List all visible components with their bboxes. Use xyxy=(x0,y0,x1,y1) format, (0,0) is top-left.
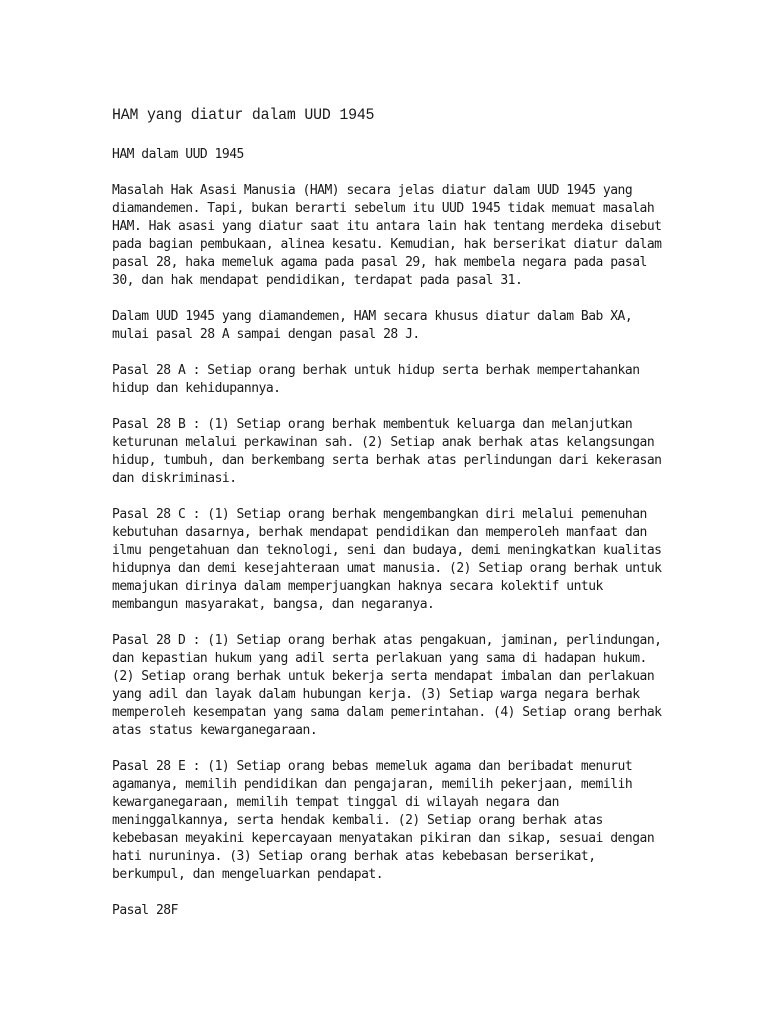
paragraph-bab-xa: Dalam UUD 1945 yang diamandemen, HAM secara khusus diatur dalam Bab XA, mulai pasal 28 A sampai dengan pasal 28 J. xyxy=(112,309,633,342)
paragraph-pasal-28f: Pasal 28F xyxy=(112,903,178,918)
paragraph-intro: Masalah Hak Asasi Manusia (HAM) secara jelas diatur dalam UUD 1945 yang diamandemen. Tapi, bukan berarti sebelum itu UUD 1945 tidak memuat masalah HAM. Hak asasi yang diatur saat itu antara lain hak tentang merdeka disebut pada bagian pembukaan, alinea kesatu. Kemudian, hak berserikat diatur dalam pasal 28, haka memeluk agama pada pasal 29, hak membela negara pada pasal 30, dan hak mendapat pendidikan, terdapat pada pasal 31. xyxy=(112,183,662,288)
paragraph-pasal-28a: Pasal 28 A : Setiap orang berhak untuk hidup serta berhak mempertahankan hidup dan kehidupannya. xyxy=(112,363,640,396)
document-subtitle: HAM dalam UUD 1945 xyxy=(112,147,244,162)
document-page xyxy=(112,104,672,938)
paragraph-pasal-28e: Pasal 28 E : (1) Setiap orang bebas memeluk agama dan beribadat menurut agamanya, memilih pendidikan dan pengajaran, memilih pekerjaan, memilih kewarganegaraan, memilih tempat tinggal di wilayah negara dan meninggalkannya, serta hendak kembali. (2) Setiap orang berhak atas kebebasan meyakini kepercayaan menyatakan pikiran dan sikap, sesuai dengan hati nuruninya. (3) Setiap orang berhak atas kebebasan berserikat, berkumpul, dan mengeluarkan pendapat. xyxy=(112,759,655,882)
document-title: HAM yang diatur dalam UUD 1945 xyxy=(112,106,375,124)
paragraph-pasal-28d: Pasal 28 D : (1) Setiap orang berhak atas pengakuan, jaminan, perlindungan, dan kepastian hukum yang adil serta perlakuan yang sama di hadapan hukum. (2) Setiap orang berhak untuk bekerja serta mendapat imbalan dan perlakuan yang adil dan layak dalam hubungan kerja. (3) Setiap warga negara berhak memperoleh kesempatan yang sama dalam pemerintahan. (4) Setiap orang berhak atas status kewarganegaraan. xyxy=(112,633,662,738)
paragraph-pasal-28b: Pasal 28 B : (1) Setiap orang berhak membentuk keluarga dan melanjutkan keturunan melalui perkawinan sah. (2) Setiap anak berhak atas kelangsungan hidup, tumbuh, dan berkembang serta berhak atas perlindungan dari kekerasan dan diskriminasi. xyxy=(112,417,662,486)
paragraph-pasal-28c: Pasal 28 C : (1) Setiap orang berhak mengembangkan diri melalui pemenuhan kebutuhan dasarnya, berhak mendapat pendidikan dan memperoleh manfaat dan ilmu pengetahuan dan teknologi, seni dan budaya, demi meningkatkan kualitas hidupnya dan demi kesejahteraan umat manusia. (2) Setiap orang berhak untuk memajukan dirinya dalam memperjuangkan haknya secara kolektif untuk membangun masyarakat, bangsa, dan negaranya. xyxy=(112,507,662,612)
